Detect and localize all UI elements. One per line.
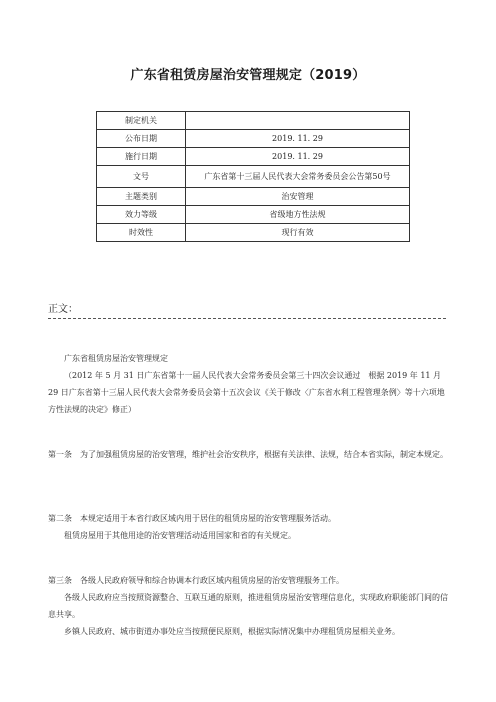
meta-key: 公布日期: [97, 130, 186, 148]
body-label: 正文：: [48, 304, 78, 315]
meta-key: 制定机关: [97, 112, 186, 130]
article-paragraph: 乡镇人民政府、城市街道办事处应当按照便民原则，根据实际情况集中办理租赁房屋相关业务。: [64, 627, 400, 636]
dashed-divider: [48, 318, 446, 319]
article-3: [48, 572, 448, 640]
meta-value: 广东省第十三届人民代表大会常务委员会公告第50号: [186, 166, 410, 188]
article-2: [48, 510, 448, 544]
meta-value: 治安管理: [186, 188, 410, 206]
article-paragraph: 第三条 各级人民政府领导和综合协调本行政区域内租赁房屋的治安管理服务工作。: [48, 576, 344, 585]
meta-key: 时效性: [97, 224, 186, 242]
article-paragraph: 租赁房屋用于其他用途的治安管理活动适用国家和省的有关规定。: [64, 531, 296, 540]
law-heading: 广东省租赁房屋治安管理规定: [64, 354, 168, 363]
meta-value: 2019. 11. 29: [186, 130, 410, 148]
meta-key: 主题类别: [97, 188, 186, 206]
meta-key: 效力等级: [97, 206, 186, 224]
article-1: [48, 446, 448, 463]
meta-key: 施行日期: [97, 148, 186, 166]
table-row: [97, 112, 410, 130]
table-row: [97, 224, 410, 242]
meta-value: 现行有效: [186, 224, 410, 242]
table-row: [97, 188, 410, 206]
metadata-table: [96, 111, 410, 242]
document-title: 广东省租赁房屋治安管理规定（2019）: [130, 68, 366, 83]
table-row: [97, 206, 410, 224]
table-row: [97, 130, 410, 148]
law-revision-note: （2012 年 5 月 31 日广东省第十一届人民代表大会常务委员会第三十四次会议通过 根据 2019 年 11 月 29 日广东省第十三届人民代表大会常务委员会第十五次会议《关于修改〈广东省水利工程管理条例〉等十六项地方性法规的决定》修正）: [48, 371, 445, 414]
meta-value: 2019. 11. 29: [186, 148, 410, 166]
article-paragraph: 第一条 为了加强租赁房屋的治安管理，维护社会治安秩序，根据有关法律、法规，结合本省实际，制定本规定。: [48, 450, 448, 459]
article-paragraph: 第二条 本规定适用于本省行政区域内用于居住的租赁房屋的治安管理服务活动。: [48, 514, 336, 523]
meta-value: [186, 112, 410, 130]
law-intro: [48, 350, 448, 418]
meta-value: 省级地方性法规: [186, 206, 410, 224]
meta-key: 文号: [97, 166, 186, 188]
table-row: [97, 166, 410, 188]
article-paragraph: 各级人民政府应当按照资源整合、互联互通的原则，推进租赁房屋治安管理信息化，实现政府职能部门间的信息共享。: [48, 593, 448, 619]
table-row: [97, 148, 410, 166]
